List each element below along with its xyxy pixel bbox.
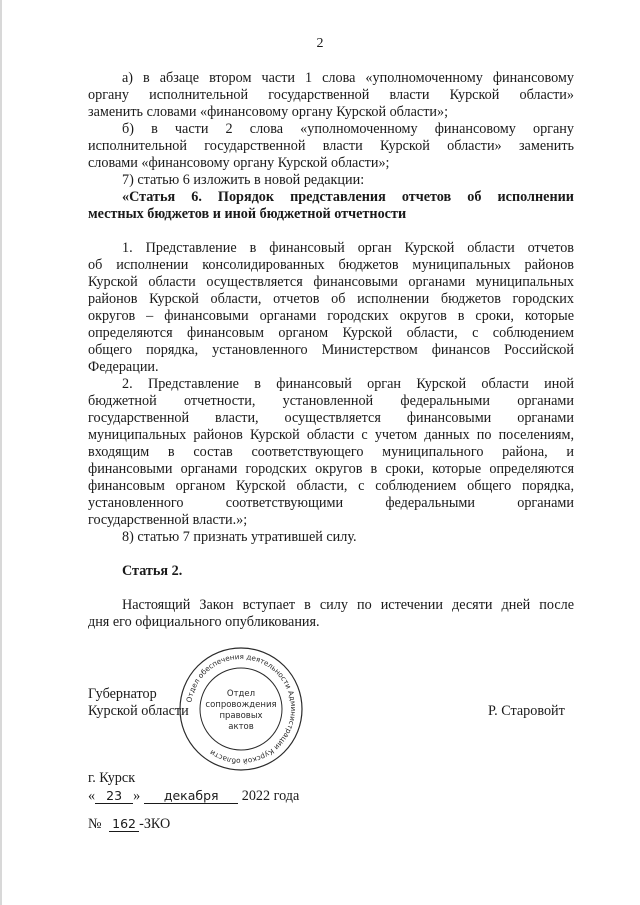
body-line: Федерации.	[88, 359, 159, 375]
body-line: словами «финансовому органу Курской области»;	[88, 155, 390, 171]
svg-text:правовых: правовых	[219, 711, 263, 721]
stamp-ring-text: Отдел обеспечения деятельности Администрации Курской области	[184, 651, 299, 767]
number-sign: №	[88, 816, 102, 832]
signing-date	[88, 788, 574, 805]
body-line: заменить словами «финансовому органу Курской области»;	[88, 104, 449, 120]
page-edge	[0, 0, 2, 905]
place: г. Курск	[88, 770, 136, 786]
date-close-quote: »	[133, 788, 141, 804]
body-line: определяются финансовым органом Курской области, с соблюдением	[88, 325, 574, 341]
body-line: 7) статью 6 изложить в новой редакции:	[122, 172, 365, 188]
body-line: 8) статью 7 признать утратившей силу.	[122, 529, 357, 545]
body-line: 1. Представление в финансовый орган Курской области отчетов	[122, 240, 574, 256]
number-value: 162	[109, 817, 139, 832]
svg-text:сопровождения: сопровождения	[205, 700, 277, 710]
date-month: декабря	[144, 789, 238, 804]
body-line: б) в части 2 слова «уполномоченному финансовому органу	[122, 121, 574, 137]
body-line: 2. Представление в финансовый орган Курской области иной	[122, 376, 574, 392]
body-line: дня его официального опубликования.	[88, 614, 320, 630]
body-line: исполнительной государственной власти Курской области» заменить	[88, 138, 574, 154]
body-line: Курской области осуществляется финансовыми органами муниципальных	[88, 274, 574, 290]
body-line: об исполнении консолидированных бюджетов муниципальных районов	[88, 257, 574, 273]
body-line: муниципальных районов Курской области с учетом данных по поселениям,	[88, 427, 574, 443]
official-stamp-icon	[178, 646, 304, 772]
body-line: входящим в состав соответствующего муниципального района, и	[88, 444, 574, 460]
body-line: округов – финансовыми органами городских округов в сроки, которые	[88, 308, 574, 324]
article-heading: местных бюджетов и иной бюджетной отчетности	[88, 206, 407, 222]
body-line: бюджетной отчетности, установленной федеральными органами	[88, 393, 574, 409]
body-line: а) в абзаце втором части 1 слова «уполномоченному финансовому	[122, 70, 574, 86]
signature-title-line: Губернатор	[88, 686, 157, 702]
svg-text:Отдел: Отдел	[226, 689, 256, 699]
body-line: общего порядка, установленного Министерством финансов Российской	[88, 342, 574, 358]
body-line: Настоящий Закон вступает в силу по истечении десяти дней после	[122, 597, 574, 613]
article-heading: «Статья 6. Порядок представления отчетов об исполнении	[122, 189, 574, 205]
body-line: финансовыми органами городских округов в сроки, которые определяются	[88, 461, 574, 477]
body-line: государственной власти, осуществляется финансовыми органами	[88, 410, 574, 426]
number-suffix: -ЗКО	[139, 816, 171, 832]
svg-text:актов: актов	[228, 722, 254, 732]
article-2-heading: Статья 2.	[122, 563, 183, 579]
body-line: финансовым органом Курской области, с соблюдением общего порядка,	[88, 478, 574, 494]
body-line: установленного соответствующими федеральными органами	[88, 495, 574, 511]
date-day: 23	[95, 789, 133, 804]
date-year: 2022 года	[241, 788, 300, 804]
body-line: органу исполнительной государственной власти Курской области»	[88, 87, 574, 103]
body-line: государственной власти.»;	[88, 512, 248, 528]
law-number	[88, 816, 574, 833]
signature-title-line: Курской области	[88, 703, 189, 719]
body-line: районов Курской области, отчетов об исполнении бюджетов городских	[88, 291, 574, 307]
page-number: 2	[316, 36, 324, 51]
date-open-quote: «	[88, 788, 96, 804]
signatory-name: Р. Старовойт	[488, 703, 565, 719]
